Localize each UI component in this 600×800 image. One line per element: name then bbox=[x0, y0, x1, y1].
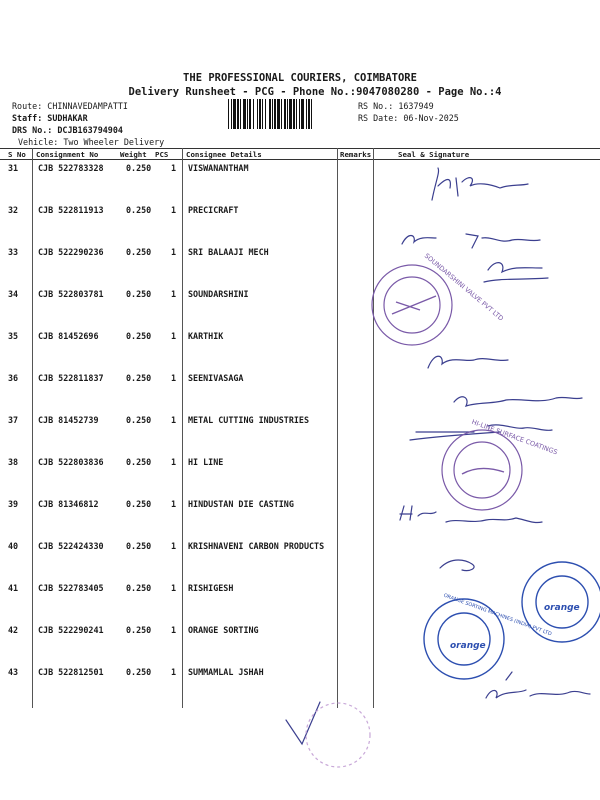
row-pcs: 1 bbox=[171, 667, 177, 677]
runsheet-subtitle: Delivery Runsheet - PCG - Phone No.:9047080280 - Page No.:4 bbox=[128, 86, 502, 98]
row-pcs: 1 bbox=[171, 541, 177, 551]
row-consignment: CJB 81452739 bbox=[38, 415, 99, 425]
row-consignee: KARTHIK bbox=[188, 331, 224, 341]
row-consignee: PRECICRAFT bbox=[188, 205, 239, 215]
barcode-bar bbox=[284, 99, 286, 129]
table-row bbox=[0, 415, 600, 457]
row-pcs: 1 bbox=[171, 625, 177, 635]
row-consignee: KRISHNAVENI CARBON PRODUCTS bbox=[188, 541, 325, 551]
barcode-bar bbox=[306, 99, 307, 129]
barcode-bar bbox=[233, 99, 236, 129]
barcode-bar bbox=[287, 99, 288, 129]
row-weight: 0.250 bbox=[126, 625, 152, 635]
table-row bbox=[0, 541, 600, 583]
row-consignment: CJB 522811837 bbox=[38, 373, 104, 383]
company-title: THE PROFESSIONAL COURIERS, COIMBATORE bbox=[183, 72, 417, 84]
barcode-bar bbox=[237, 99, 239, 129]
row-pcs: 1 bbox=[171, 247, 177, 257]
drs-number: DRS No.: DCJB163794904 bbox=[12, 125, 123, 135]
row-weight: 0.250 bbox=[126, 583, 152, 593]
barcode-bar bbox=[289, 99, 292, 129]
staff-label: Staff: SUDHAKAR bbox=[12, 113, 88, 123]
row-sno: 32 bbox=[8, 205, 19, 215]
row-sno: 39 bbox=[8, 499, 19, 509]
barcode-bar bbox=[243, 99, 246, 129]
table-row bbox=[0, 583, 600, 625]
barcode-bar bbox=[281, 99, 282, 129]
barcode-bar bbox=[259, 99, 261, 129]
table-row bbox=[0, 667, 600, 709]
table-row bbox=[0, 373, 600, 415]
col-header-seal: Seal & Signature bbox=[398, 150, 470, 159]
row-sno: 37 bbox=[8, 415, 19, 425]
row-weight: 0.250 bbox=[126, 457, 152, 467]
barcode-bar bbox=[274, 99, 276, 129]
row-pcs: 1 bbox=[171, 415, 177, 425]
col-header-pcs: PCS bbox=[155, 150, 169, 159]
row-weight: 0.250 bbox=[126, 499, 152, 509]
row-weight: 0.250 bbox=[126, 415, 152, 425]
row-pcs: 1 bbox=[171, 289, 177, 299]
row-pcs: 1 bbox=[171, 499, 177, 509]
row-consignee: SRI BALAAJI MECH bbox=[188, 247, 269, 257]
row-pcs: 1 bbox=[171, 163, 177, 173]
rs-date: RS Date: 06-Nov-2025 bbox=[358, 113, 459, 123]
barcode-bar bbox=[228, 99, 229, 129]
barcode-bar bbox=[296, 99, 297, 129]
dashed-ring-mark bbox=[306, 703, 370, 767]
row-consignee: SEENIVASAGA bbox=[188, 373, 244, 383]
barcode-bar bbox=[311, 99, 312, 129]
stamp-soundarshini-text: SOUNDARSHINI VALVE PVT LTD bbox=[422, 251, 506, 323]
barcode-bar bbox=[240, 99, 241, 129]
rs-number: RS No.: 1637949 bbox=[358, 101, 434, 111]
row-pcs: 1 bbox=[171, 373, 177, 383]
col-header-weight: Weight bbox=[120, 150, 147, 159]
row-consignment: CJB 522290241 bbox=[38, 625, 104, 635]
barcode-bar bbox=[272, 99, 273, 129]
table-row bbox=[0, 457, 600, 499]
col-header-sno: S No bbox=[8, 150, 26, 159]
row-weight: 0.250 bbox=[126, 289, 152, 299]
table-row bbox=[0, 625, 600, 667]
row-weight: 0.250 bbox=[126, 205, 152, 215]
orange-logo-left: orange bbox=[450, 641, 486, 651]
barcode-bar bbox=[249, 99, 251, 129]
row-weight: 0.250 bbox=[126, 373, 152, 383]
barcode-bar bbox=[257, 99, 258, 129]
row-consignment: CJB 81346812 bbox=[38, 499, 99, 509]
row-consignment: CJB 81452696 bbox=[38, 331, 99, 341]
row-sno: 38 bbox=[8, 457, 19, 467]
table-header-rule bbox=[0, 159, 600, 160]
row-consignee: HI LINE bbox=[188, 457, 224, 467]
row-consignee: VISWANANTHAM bbox=[188, 163, 249, 173]
row-consignee: SOUNDARSHINI bbox=[188, 289, 249, 299]
table-row bbox=[0, 247, 600, 289]
col-header-consignee: Consignee Details bbox=[186, 150, 262, 159]
orange-logo-right: orange bbox=[544, 603, 580, 613]
row-consignee: SUMMAMLAL JSHAH bbox=[188, 667, 264, 677]
stamp-hi-line-text: HI-LINE SURFACE COATINGS bbox=[470, 417, 559, 457]
row-consignment: CJB 522803781 bbox=[38, 289, 104, 299]
barcode-bar bbox=[299, 99, 300, 129]
row-consignment: CJB 522424330 bbox=[38, 541, 104, 551]
barcode-bar bbox=[247, 99, 248, 129]
row-pcs: 1 bbox=[171, 583, 177, 593]
barcode-bar bbox=[253, 99, 254, 129]
row-sno: 40 bbox=[8, 541, 19, 551]
row-sno: 43 bbox=[8, 667, 19, 677]
barcode-bar bbox=[293, 99, 295, 129]
barcode-bar bbox=[265, 99, 266, 129]
row-weight: 0.250 bbox=[126, 331, 152, 341]
barcode-bar bbox=[308, 99, 310, 129]
table-row bbox=[0, 163, 600, 205]
row-sno: 41 bbox=[8, 583, 19, 593]
table-row bbox=[0, 331, 600, 373]
barcode-bar bbox=[301, 99, 304, 129]
barcode-bar bbox=[277, 99, 280, 129]
row-consignee: ORANGE SORTING bbox=[188, 625, 259, 635]
row-sno: 42 bbox=[8, 625, 19, 635]
route-label: Route: CHINNAVEDAMPATTI bbox=[12, 101, 128, 111]
stamp-orange-ring-text: ORANGE SORTING MACHINES (INDIA) PVT LTD bbox=[442, 592, 553, 638]
row-sno: 33 bbox=[8, 247, 19, 257]
row-consignment: CJB 522811913 bbox=[38, 205, 104, 215]
col-header-remarks: Remarks bbox=[340, 150, 372, 159]
vehicle-label: Vehicle: Two Wheeler Delivery bbox=[18, 137, 165, 147]
row-consignment: CJB 522783328 bbox=[38, 163, 104, 173]
row-consignment: CJB 522812501 bbox=[38, 667, 104, 677]
row-sno: 31 bbox=[8, 163, 19, 173]
row-pcs: 1 bbox=[171, 331, 177, 341]
row-sno: 35 bbox=[8, 331, 19, 341]
barcode-bar bbox=[231, 99, 232, 129]
table-row bbox=[0, 205, 600, 247]
table-row bbox=[0, 499, 600, 541]
row-sno: 34 bbox=[8, 289, 19, 299]
barcode bbox=[228, 99, 354, 129]
barcode-bar bbox=[269, 99, 271, 129]
row-weight: 0.250 bbox=[126, 163, 152, 173]
row-pcs: 1 bbox=[171, 457, 177, 467]
row-consignee: RISHIGESH bbox=[188, 583, 234, 593]
row-pcs: 1 bbox=[171, 205, 177, 215]
row-consignment: CJB 522290236 bbox=[38, 247, 104, 257]
row-consignment: CJB 522783405 bbox=[38, 583, 104, 593]
row-consignee: HINDUSTAN DIE CASTING bbox=[188, 499, 294, 509]
barcode-bar bbox=[262, 99, 263, 129]
table-row bbox=[0, 289, 600, 331]
row-weight: 0.250 bbox=[126, 247, 152, 257]
table-top-rule bbox=[0, 148, 600, 149]
row-weight: 0.250 bbox=[126, 541, 152, 551]
col-header-consignment: Consignment No bbox=[36, 150, 99, 159]
row-consignment: CJB 522803836 bbox=[38, 457, 104, 467]
row-sno: 36 bbox=[8, 373, 19, 383]
row-consignee: METAL CUTTING INDUSTRIES bbox=[188, 415, 310, 425]
row-weight: 0.250 bbox=[126, 667, 152, 677]
